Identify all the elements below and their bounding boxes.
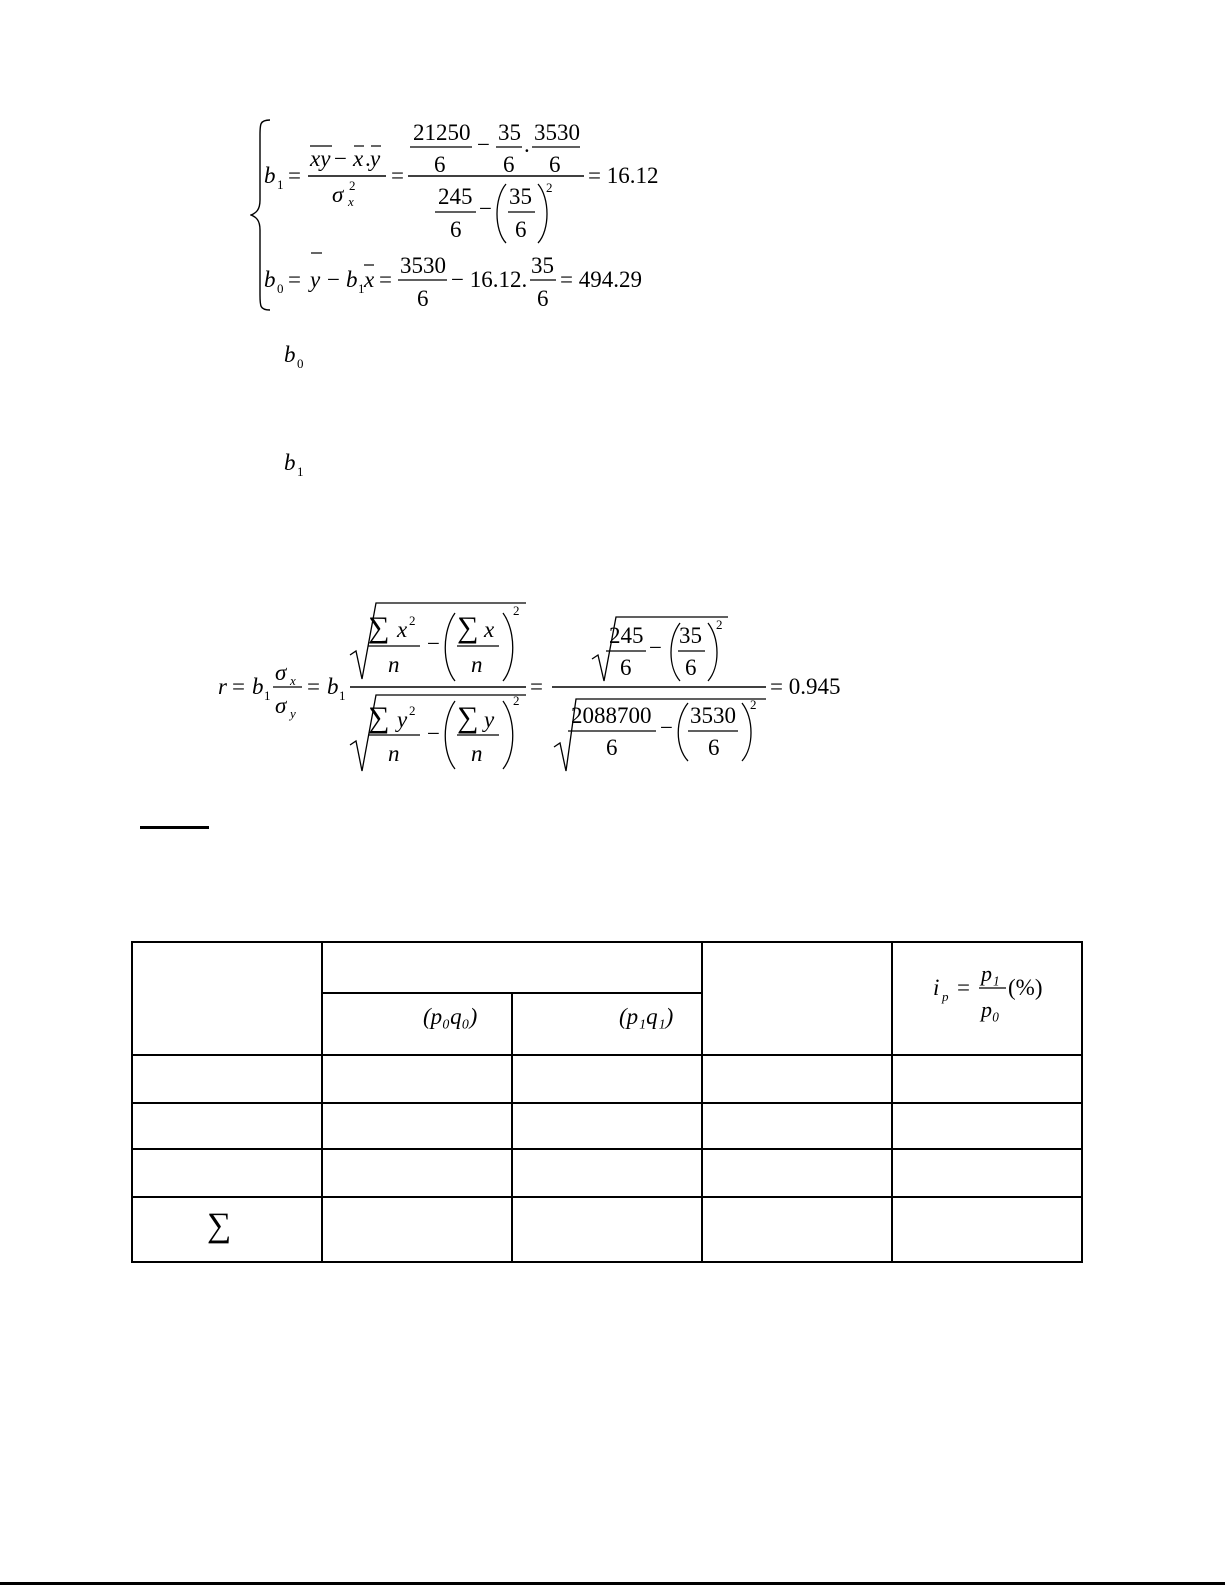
b0-label [280,338,320,373]
svg-text:σ: σ [275,693,287,718]
svg-text:=: = [232,674,245,699]
svg-text:35: 35 [498,120,521,145]
svg-text:.: . [365,146,371,171]
svg-text:6: 6 [685,655,697,680]
svg-text:2: 2 [750,697,757,712]
svg-text:x: x [290,673,296,688]
svg-text:r: r [218,674,227,699]
svg-text:n: n [471,741,483,766]
b1-subscript: 1 [277,177,284,192]
svg-text:(%): (%) [1008,975,1043,1000]
b1-symbol: b [264,163,276,188]
price-index-table [131,941,1083,1263]
b0-result: = 494.29 [560,267,642,292]
y-mean: y [370,146,381,171]
svg-text:−: − [649,635,662,660]
svg-text:b: b [346,267,358,292]
header-cell-p1q1 [512,993,702,1055]
svg-text:3530: 3530 [400,253,446,278]
svg-text:=: = [288,163,301,188]
svg-text:x: x [397,617,408,642]
svg-text:∑: ∑ [457,701,479,734]
svg-text:6: 6 [620,655,632,680]
svg-text:−: − [327,267,340,292]
svg-text:6: 6 [606,735,618,760]
svg-text:6: 6 [549,152,561,177]
xy-mean: xy [310,146,331,171]
svg-text:6: 6 [537,286,549,311]
svg-text:p: p [942,989,949,1004]
p1q1-label: (p₁q₁) [619,1003,674,1029]
svg-text:2: 2 [513,603,520,618]
b0-symbol: b [264,267,276,292]
sigma-symbol: σ [332,182,344,207]
svg-text:∑: ∑ [457,611,479,644]
header-cell-value-group [322,942,702,993]
header-cell-p0q0 [322,993,512,1055]
svg-text:−: − [660,715,673,740]
regression-coefficients-system [250,110,690,315]
svg-text:∑: ∑ [368,701,390,734]
svg-text:21250: 21250 [413,120,471,145]
svg-text:6: 6 [503,152,515,177]
svg-text:2: 2 [349,178,356,193]
svg-text:−: − [479,196,492,221]
table-total-row [132,1197,1082,1262]
svg-text:3530: 3530 [690,703,736,728]
svg-text:b: b [327,674,339,699]
svg-text:−: − [477,132,490,157]
svg-text:6: 6 [450,217,462,242]
table-row [132,1055,1082,1103]
svg-text:b: b [284,450,296,475]
svg-text:=: = [379,267,392,292]
svg-text:b: b [252,674,264,699]
svg-text:1: 1 [358,281,365,296]
svg-text:y: y [397,707,408,732]
table-row [132,1149,1082,1197]
svg-text:∑: ∑ [368,611,390,644]
svg-text:y: y [484,707,495,732]
b1-label [280,446,320,481]
svg-text:− 16.12.: − 16.12. [451,267,528,292]
header-cell-price-index [892,942,1082,1055]
sum-symbol: ∑ [207,1207,232,1244]
svg-text:x: x [348,194,354,209]
svg-text:2: 2 [409,703,416,718]
svg-text:x: x [364,267,375,292]
svg-text:=: = [957,975,970,1000]
x-mean: x [353,146,364,171]
svg-text:p₁: p₁ [981,961,1000,986]
svg-text:6: 6 [434,152,446,177]
svg-text:.: . [524,132,530,157]
svg-text:−: − [427,721,440,746]
svg-text:6: 6 [417,286,429,311]
svg-text:−: − [427,631,440,656]
svg-text:=: = [307,674,320,699]
svg-text:x: x [484,617,495,642]
svg-text:2088700: 2088700 [571,703,652,728]
b1-result: = 16.12 [588,163,659,188]
svg-text:=: = [391,163,404,188]
svg-text:n: n [388,652,400,677]
svg-text:2: 2 [546,180,553,195]
svg-text:3530: 3530 [534,120,580,145]
p0q0-label: (p₀q₀) [423,1003,478,1029]
svg-text:y: y [290,706,296,721]
svg-text:1: 1 [264,688,271,703]
heading-underline [140,826,209,829]
svg-text:35: 35 [679,623,702,648]
price-index-formula [893,943,1081,1054]
svg-text:245: 245 [609,623,644,648]
correlation-result: = 0.945 [770,674,841,699]
svg-text:=: = [288,267,301,292]
svg-text:=: = [530,674,543,699]
svg-text:35: 35 [531,253,554,278]
header-cell-4 [702,942,892,1055]
svg-text:2: 2 [716,617,723,632]
svg-text:245: 245 [438,184,473,209]
svg-text:0: 0 [297,356,304,371]
svg-text:b: b [284,342,296,367]
header-cell-1 [132,942,322,1055]
svg-text:−: − [334,146,347,171]
svg-text:1: 1 [297,464,304,479]
correlation-formula [210,595,860,780]
svg-text:2: 2 [513,693,520,708]
sum-cell [132,1197,322,1262]
svg-text:p₀: p₀ [981,997,1000,1022]
svg-text:σ: σ [275,660,287,685]
svg-text:1: 1 [339,688,346,703]
svg-text:i: i [933,975,940,1000]
svg-text:2: 2 [409,613,416,628]
svg-text:n: n [388,741,400,766]
svg-text:6: 6 [515,217,527,242]
svg-text:n: n [471,652,483,677]
table-row [132,1103,1082,1149]
svg-text:35: 35 [509,184,532,209]
svg-text:6: 6 [708,735,720,760]
svg-text:y: y [310,267,321,292]
svg-text:0: 0 [277,281,284,296]
